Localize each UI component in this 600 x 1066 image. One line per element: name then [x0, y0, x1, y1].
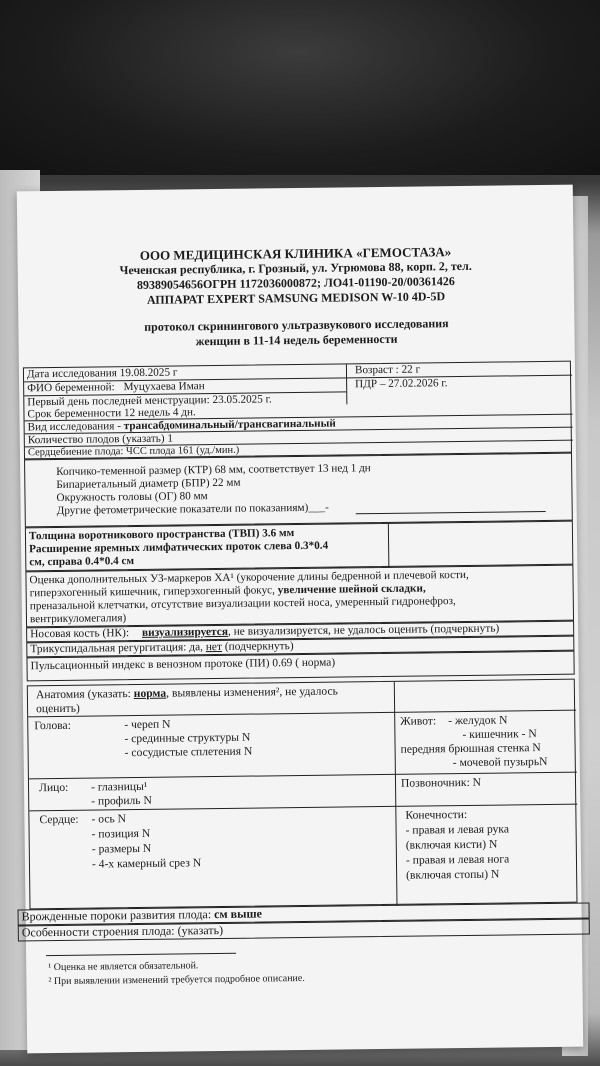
limbs-label: Конечности:	[405, 807, 468, 822]
markers-line-3: преназальной клетчатки, отсутствие визуализации костей носа, умеренный гидронефроз,	[29, 595, 456, 613]
head-item-3: - сосудистые сплетения N	[124, 744, 253, 760]
pdr-date: ПДР – 27.02.2026 г.	[355, 377, 448, 391]
biometry-box	[24, 453, 573, 528]
tvp-line-3: см, справа 0.4*0.4 см	[29, 555, 135, 569]
clinic-phone-ogrn: 89389054656ОГРН 1172036000872; ЛО41-01190-20/00361426	[136, 274, 455, 292]
title-line-2: женщин в 11-14 недель беременности	[195, 331, 398, 349]
limbs-item-2: (включая кисти) N	[405, 837, 498, 852]
structure-features-row: Особенности строения плода: (указать)	[18, 918, 590, 941]
nasal-bone-label: Носовая кость (НК):	[30, 627, 130, 641]
head-label: Голова:	[34, 718, 71, 733]
patient-name: Муцухаева Иман	[123, 380, 205, 394]
footnotes	[48, 958, 305, 989]
exam-type-value: трансабдоминальный/трансвагинальный	[123, 417, 336, 433]
anatomy-title-d: оценить)	[35, 701, 80, 716]
car-seat-background	[0, 0, 600, 175]
tricuspid-value: нет	[205, 640, 223, 654]
spine: Позвоночник: N	[400, 775, 482, 790]
footnote-1: ¹ Оценка не является обязательной.	[48, 960, 199, 974]
malformations-label: Врожденные пороки развития плода:	[21, 907, 215, 924]
head-item-1: - череп N	[124, 717, 171, 732]
pregnancy-term: Срок беременности 12 недель 4 дн.	[27, 406, 196, 421]
limbs-item-4: (включая стопы) N	[406, 867, 500, 882]
nasal-bone-options: , не визуализируется, не удалось оценить (подчеркнуть)	[227, 622, 500, 638]
patient-name-label: ФИО беременной:	[27, 381, 115, 395]
protocol-document	[17, 185, 583, 1054]
heart-item-1: - ось N	[91, 812, 127, 826]
last-menstruation: Первый день последней менструации: 23.05.2025 г.	[27, 393, 272, 409]
limbs-item-1: - правая и левая рука	[405, 822, 510, 837]
heart-label: Сердце:	[39, 812, 79, 827]
abdomen-item-2: - кишечник - N	[462, 727, 537, 742]
document-title	[18, 315, 574, 352]
patient-name-row	[24, 380, 205, 395]
exam-type-row	[25, 418, 336, 434]
abdomen-label: Живот:	[400, 714, 437, 728]
markers-line-2b: увеличение шейной складки,	[277, 582, 426, 597]
markers-line-1: Оценка дополнительных УЗ-маркеров ХА¹ (укорочение длины бедренной и плечевой кости,	[29, 568, 469, 587]
abdomen-item-3: передняя брюшная стенка N	[400, 741, 541, 756]
tvp-box	[25, 521, 573, 572]
clinic-header	[17, 243, 574, 310]
markers-line-2a: гиперэхогенный кишечник, гиперэхогенный фокус,	[29, 584, 278, 600]
patient-info-box	[23, 361, 572, 460]
clinic-device: АППАРАТ EXPERT SAMSUNG MEDISON W-10 4D-5D	[146, 289, 446, 307]
heart-item-4: - 4-х камерный срез N	[91, 856, 202, 871]
limbs-item-3: - правая и левая нога	[405, 852, 510, 867]
footnote-2: ² При выявлении изменений требуется подробное описание.	[48, 972, 305, 988]
head-item-2: - срединные структуры N	[124, 730, 251, 746]
markers-line-4: вентрикуломегалия)	[29, 612, 127, 626]
clinic-name: ООО МЕДИЦИНСКАЯ КЛИНИКА «ГЕМОСТАЗА»	[139, 244, 452, 263]
tvp-line-1: Толщина воротникового пространства (ТВП) 3.6 мм	[28, 527, 295, 543]
footnote-divider	[46, 953, 236, 956]
heart-item-2: - позиция N	[91, 826, 151, 841]
og-value: Окружность головы (ОГ) 80 мм	[56, 490, 208, 504]
clinic-address: Чеченская республика, г. Грозный, ул. Угрюмова 88, корп. 2, тел.	[119, 258, 472, 278]
tricuspid-label: Трикуспидальная регургитация: да,	[30, 641, 206, 656]
abdomen-item-1: - желудок N	[448, 713, 508, 728]
anatomy-title-c: , выявлены изменения², не удалось	[166, 684, 338, 700]
malformations-value: см выше	[214, 906, 263, 922]
anatomy-title	[36, 685, 338, 702]
other-biometry: Другие фетометрические показатели по показаниям)___-	[56, 501, 329, 517]
anatomy-title-a: Анатомия (указать:	[35, 687, 134, 702]
title-line-1: протокол скринингового ультразвукового исследования	[144, 316, 449, 334]
abdomen-item-4: - мочевой пузырьN	[452, 754, 548, 770]
bpr-value: Бипариетальный диаметр (БПР) 22 мм	[56, 476, 241, 491]
face-item-2: - профиль N	[91, 793, 152, 808]
exam-date: Дата исследования 19.08.2025 г	[26, 366, 178, 381]
heart-item-3: - размеры N	[91, 841, 152, 856]
face-label: Лицо:	[38, 780, 69, 795]
nasal-bone-value: визуализируется	[141, 625, 229, 639]
anatomy-box	[27, 679, 578, 910]
fetal-heartbeat: Сердцебиение плода: ЧСС плода 161 (уд./мин.)	[27, 444, 240, 459]
ktr-value: Копчико-теменной размер (КТР) 68 мм, соответствует 13 нед 1 дн	[56, 462, 371, 478]
fetus-count: Количество плодов (указать) 1	[27, 432, 174, 447]
face-item-1: - глазницы¹	[90, 779, 148, 794]
pulsation-row: Пульсационный индекс в венозном протоке (ПИ) 0.69 ( норма)	[26, 651, 574, 682]
anatomy-title-norma: норма	[133, 686, 167, 701]
markers-box	[25, 565, 574, 628]
tricuspid-options: (подчеркнуть)	[221, 640, 294, 653]
patient-age: Возраст : 22 г	[354, 363, 421, 377]
exam-type-label: Вид исследования -	[27, 420, 122, 434]
tvp-line-2: Расширение яремных лимфатических проток слева 0.3*0.4	[29, 539, 329, 556]
